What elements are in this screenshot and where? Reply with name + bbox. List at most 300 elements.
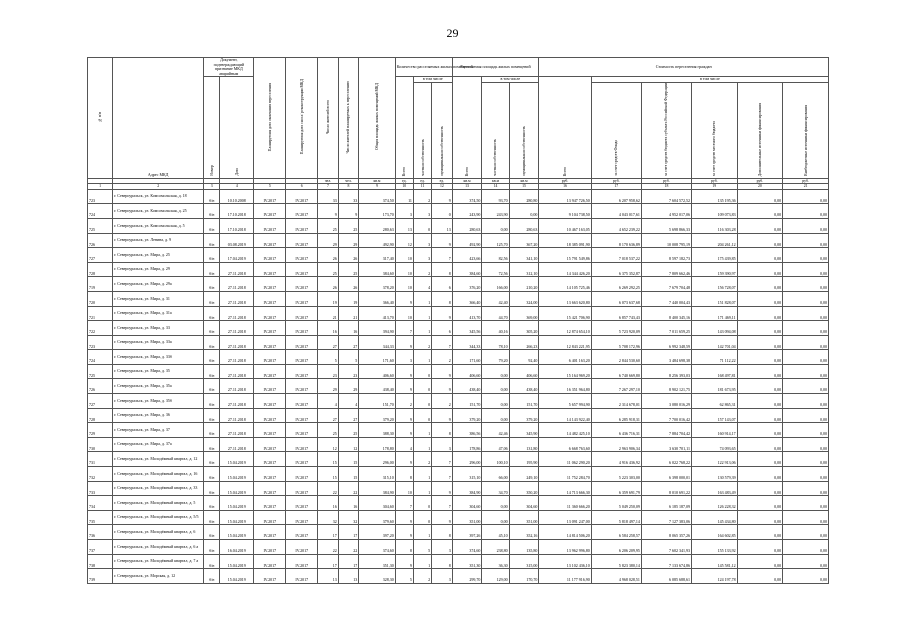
cell-end1: IV.2017: [254, 481, 286, 496]
cell-addr: г. Североуральск, ул. Молодёжный квартал, д. 33: [113, 481, 204, 496]
cell-r2: 2: [413, 335, 431, 350]
cell-p2: 15: [338, 452, 359, 467]
cell-c1: 14 713 666,30: [539, 481, 591, 496]
cell-c4: 181 673,95: [692, 379, 738, 394]
cell-a1: 397,26: [452, 525, 482, 540]
cell-n: 724: [88, 350, 113, 365]
table-row: [88, 306, 829, 321]
cell-n: 725: [88, 218, 113, 233]
cell-a1: 376,20: [452, 277, 482, 292]
cell-p2: 26: [338, 277, 359, 292]
header-doc-date: Дата: [220, 77, 254, 178]
cell-a2: 47,06: [482, 437, 509, 452]
cell-p2: 13: [338, 569, 359, 584]
cell-r2: 1: [413, 467, 431, 482]
cell-c4: 109 073,83: [692, 204, 738, 219]
cell-r2: 1: [413, 306, 431, 321]
cell-date: 15.04.2019: [220, 467, 254, 482]
cell-c3: 6 398 000,01: [641, 467, 691, 482]
cell-c6: 0,00: [783, 569, 829, 584]
cell-area: 374,60: [359, 540, 395, 555]
cell-addr: г. Североуральск, ул. Мира, д. 31: [113, 291, 204, 306]
cell-r3: 6: [432, 321, 453, 336]
cell-end2: IV.2017: [286, 306, 318, 321]
cell-num: б/н: [204, 423, 220, 438]
cell-date: 15.04.2019: [220, 510, 254, 525]
cell-end2: IV.2017: [286, 496, 318, 511]
cell-c4: 124 197,78: [692, 569, 738, 584]
cell-end2: IV.2017: [286, 554, 318, 569]
cell-a1: 413,70: [452, 306, 482, 321]
cell-c6: 0,00: [783, 306, 829, 321]
cell-addr: г. Североуральск, ул. Молодёжный квартал, д. 6 а: [113, 540, 204, 555]
header-rooms-total: Всего: [395, 77, 413, 178]
table-row: [88, 525, 829, 540]
cell-c1: 18 385 091,90: [539, 233, 591, 248]
cell-area: 438,40: [359, 379, 395, 394]
cell-addr: г. Североуральск, ул. Комсомольская, д. 5: [113, 218, 204, 233]
cell-r3: 9: [432, 189, 453, 204]
cell-r3: 9: [432, 379, 453, 394]
cell-a2: 243,90: [482, 204, 509, 219]
table-row: [88, 408, 829, 423]
cell-c3: 7 133 674,86: [641, 554, 691, 569]
cell-c1: 11 062 290,20: [539, 452, 591, 467]
cell-c1: 11 177 916,90: [539, 569, 591, 584]
cell-end1: IV.2017: [254, 467, 286, 482]
cell-c5: 0,00: [737, 306, 783, 321]
cell-a1: 366,40: [452, 291, 482, 306]
cell-date: 27.11.2018: [220, 335, 254, 350]
cell-r2: 1: [413, 350, 431, 365]
cell-num: б/н: [204, 189, 220, 204]
cell-addr: г. Североуральск, ул. Мира, д. 33а: [113, 335, 204, 350]
cell-num: б/н: [204, 218, 220, 233]
table-row: [88, 277, 829, 292]
cell-c2: 6 207 958,62: [591, 189, 641, 204]
cell-c3: 7 884 704,42: [641, 423, 691, 438]
table-row: [88, 423, 829, 438]
cell-p1: 26: [318, 248, 339, 263]
cell-r3: 9: [432, 510, 453, 525]
cell-c1: 13 962 996,80: [539, 540, 591, 555]
cell-end2: IV.2017: [286, 467, 318, 482]
cell-c3: 7 700 016,42: [641, 408, 691, 423]
cell-c5: 0,00: [737, 569, 783, 584]
cell-c1: 15 791 549,86: [539, 248, 591, 263]
cell-c5: 0,00: [737, 496, 783, 511]
cell-c4: 71 112,22: [692, 350, 738, 365]
cell-a1: 296,00: [452, 452, 482, 467]
cell-c5: 0,00: [737, 437, 783, 452]
cell-c4: 160 914,17: [692, 423, 738, 438]
cell-a1: 151,70: [452, 394, 482, 409]
cell-a1: 351,00: [452, 510, 482, 525]
table-row: [88, 291, 829, 306]
cell-c6: 0,00: [783, 262, 829, 277]
cell-date: 27.11.2018: [220, 364, 254, 379]
cell-c1: 13 091 247,00: [539, 510, 591, 525]
cell-r2: 5: [413, 540, 431, 555]
cell-c3: 7 127 383,06: [641, 510, 691, 525]
cell-n: 720: [88, 291, 113, 306]
cell-end1: IV.2017: [254, 554, 286, 569]
cell-end2: IV.2017: [286, 262, 318, 277]
cell-r3: 3: [432, 437, 453, 452]
cell-c4: 157 143,07: [692, 408, 738, 423]
cell-a3: 280,63: [509, 218, 539, 233]
cell-c4: 62 865,31: [692, 394, 738, 409]
cell-c1: 15 164 969,20: [539, 364, 591, 379]
cell-c5: 0,00: [737, 379, 783, 394]
cell-c5: 0,00: [737, 452, 783, 467]
header-rooms-in-that-num: в том числе: [413, 77, 452, 83]
cell-c2: 6 285 918,31: [591, 408, 641, 423]
cell-date: 27.11.2018: [220, 379, 254, 394]
header-planned-end-demolition: Планируемая дата сноса/ реконструкции МКД: [286, 58, 318, 179]
cell-a2: 79,20: [482, 350, 509, 365]
cell-n: 722: [88, 321, 113, 336]
cell-c2: 5 708 172,96: [591, 335, 641, 350]
cell-c2: 6 857 743,43: [591, 306, 641, 321]
cell-area: 374,50: [359, 189, 395, 204]
cell-end1: IV.2017: [254, 335, 286, 350]
cell-addr: г. Североуральск, ул. Морская, д. 12: [113, 569, 204, 584]
table-row: [88, 569, 829, 584]
cell-a2: 44,70: [482, 306, 509, 321]
cell-p2: 29: [338, 233, 359, 248]
cell-c3: 6 022 768,22: [641, 452, 691, 467]
cell-c3: 8 902 121,75: [641, 379, 691, 394]
cell-r2: 3: [413, 233, 431, 248]
cell-a3: 406,60: [509, 364, 539, 379]
cell-c3: 10 008 795,19: [641, 233, 691, 248]
cell-p2: 25: [338, 262, 359, 277]
cell-end2: IV.2017: [286, 452, 318, 467]
cell-c4: 116 303,28: [692, 218, 738, 233]
cell-c5: 0,00: [737, 525, 783, 540]
cell-a3: 379,20: [509, 408, 539, 423]
cell-a1: 304,60: [452, 496, 482, 511]
cell-a2: 0,00: [482, 408, 509, 423]
cell-n: 719: [88, 277, 113, 292]
cell-r3: 3: [432, 569, 453, 584]
header-cost-total: Всего: [539, 77, 591, 178]
cell-c1: 16 351 964,80: [539, 379, 591, 394]
cell-p2: 21: [338, 306, 359, 321]
cell-num: б/н: [204, 467, 220, 482]
table-row: [88, 379, 829, 394]
cell-a2: 78,10: [482, 335, 509, 350]
cell-c2: 5 723 920,09: [591, 321, 641, 336]
cell-c1: 5 657 994,90: [539, 394, 591, 409]
cell-a2: 40,16: [482, 321, 509, 336]
cell-a1: 351,30: [452, 554, 482, 569]
cell-r1: 9: [395, 554, 413, 569]
cell-c6: 0,00: [783, 364, 829, 379]
cell-r3: 9: [432, 481, 453, 496]
cell-c6: 0,00: [783, 233, 829, 248]
cell-num: б/н: [204, 554, 220, 569]
cell-p1: 15: [318, 467, 339, 482]
cell-r3: 8: [432, 262, 453, 277]
cell-a1: 379,20: [452, 408, 482, 423]
cell-p2: 29: [338, 379, 359, 394]
cell-r3: 9: [432, 364, 453, 379]
cell-r1: 7: [395, 321, 413, 336]
cell-r2: 2: [413, 262, 431, 277]
cell-a3: 92,40: [509, 350, 539, 365]
cell-n: 733: [88, 481, 113, 496]
cell-p2: 33: [338, 189, 359, 204]
cell-n: 736: [88, 525, 113, 540]
cell-p1: 17: [318, 525, 339, 540]
cell-num: б/н: [204, 291, 220, 306]
cell-date: 27.11.2018: [220, 291, 254, 306]
cell-r1: 10: [395, 306, 413, 321]
table-row: [88, 189, 829, 204]
table-row: [88, 467, 829, 482]
table-row: [88, 452, 829, 467]
cell-end2: IV.2017: [286, 291, 318, 306]
cell-p1: 12: [318, 437, 339, 452]
cell-p1: 33: [318, 189, 339, 204]
cell-c4: 122 913,06: [692, 452, 738, 467]
cell-r1: 9: [395, 408, 413, 423]
cell-c2: 5 823 380,14: [591, 554, 641, 569]
cell-date: 17.10.2018: [220, 218, 254, 233]
cell-c5: 0,00: [737, 218, 783, 233]
cell-r2: 1: [413, 525, 431, 540]
cell-p1: 32: [318, 510, 339, 525]
cell-c6: 0,00: [783, 525, 829, 540]
cell-p2: 16: [338, 321, 359, 336]
cell-addr: г. Североуральск, ул. Молодёжный квартал, д. 6: [113, 525, 204, 540]
table-row: [88, 233, 829, 248]
cell-p1: 17: [318, 554, 339, 569]
cell-date: 27.11.2018: [220, 350, 254, 365]
cell-date: 27.11.2018: [220, 262, 254, 277]
cell-r1: 3: [395, 204, 413, 219]
cell-c5: 0,00: [737, 394, 783, 409]
cell-r2: 2: [413, 452, 431, 467]
cell-end1: IV.2017: [254, 291, 286, 306]
cell-p1: 21: [318, 306, 339, 321]
cell-a3: 369,00: [509, 306, 539, 321]
cell-c2: 8 170 636,89: [591, 233, 641, 248]
cell-c1: 14 482 425,10: [539, 423, 591, 438]
cell-date: 15.04.2019: [220, 554, 254, 569]
cell-c6: 0,00: [783, 510, 829, 525]
cell-c6: 0,00: [783, 335, 829, 350]
cell-r2: 0: [413, 218, 431, 233]
cell-c6: 0,00: [783, 437, 829, 452]
cell-c6: 0,00: [783, 248, 829, 263]
header-doc-number: Номер: [204, 77, 220, 178]
header-area-total: Всего: [452, 77, 482, 178]
cell-a1: 344,33: [452, 335, 482, 350]
cell-end2: IV.2017: [286, 379, 318, 394]
cell-c2: 4 968 028,51: [591, 569, 641, 584]
cell-end2: IV.2017: [286, 423, 318, 438]
cell-end2: IV.2017: [286, 437, 318, 452]
cell-r3: 8: [432, 291, 453, 306]
cell-a1: 345,56: [452, 321, 482, 336]
cell-p2: 12: [338, 437, 359, 452]
cell-a2: 82,56: [482, 248, 509, 263]
header-cost-local: за счет средств местного бюджета: [692, 82, 738, 178]
cell-c6: 0,00: [783, 467, 829, 482]
cell-c3: 7 809 662,46: [641, 262, 691, 277]
cell-p2: 9: [338, 204, 359, 219]
cell-c1: 13 947 726,50: [539, 189, 591, 204]
cell-end1: IV.2017: [254, 277, 286, 292]
cell-c5: 0,00: [737, 540, 783, 555]
cell-p2: 17: [338, 525, 359, 540]
cell-p2: 17: [338, 554, 359, 569]
cell-r1: 12: [395, 233, 413, 248]
cell-r3: 8: [432, 525, 453, 540]
cell-a3: 315,00: [509, 554, 539, 569]
header-cost-extra2: Внебюджетные источники финансирования: [783, 82, 829, 178]
cell-end1: IV.2017: [254, 218, 286, 233]
cell-c2: 6 436 716,31: [591, 423, 641, 438]
cell-c6: 0,00: [783, 204, 829, 219]
cell-end1: IV.2017: [254, 496, 286, 511]
cell-end2: IV.2017: [286, 277, 318, 292]
cell-n: 727: [88, 248, 113, 263]
cell-r1: 9: [395, 452, 413, 467]
cell-a3: 210,20: [509, 277, 539, 292]
cell-r3: 2: [432, 350, 453, 365]
cell-area: 315,10: [359, 467, 395, 482]
cell-c4: 168 497,81: [692, 364, 738, 379]
cell-a1: 423,66: [452, 248, 482, 263]
header-rooms-private: частная собственность: [413, 82, 431, 178]
cell-addr: г. Североуральск, ул. Мира, д. 31а: [113, 306, 204, 321]
cell-c6: 0,00: [783, 291, 829, 306]
cell-addr: г. Североуральск, ул. Комсомольская, д. 18: [113, 189, 204, 204]
cell-c2: 4 916 436,92: [591, 452, 641, 467]
cell-c1: 14 344 426,20: [539, 262, 591, 277]
cell-area: 379,60: [359, 510, 395, 525]
table-row: [88, 510, 829, 525]
cell-a3: 304,60: [509, 496, 539, 511]
cell-p1: 15: [318, 452, 339, 467]
cell-a2: 0,00: [482, 394, 509, 409]
cell-n: 723: [88, 335, 113, 350]
cell-c5: 0,00: [737, 189, 783, 204]
cell-c5: 0,00: [737, 204, 783, 219]
cell-end2: IV.2017: [286, 525, 318, 540]
cell-r3: 3: [432, 540, 453, 555]
cell-a1: 384,60: [452, 262, 482, 277]
cell-area: 384,60: [359, 262, 395, 277]
cell-c6: 0,00: [783, 394, 829, 409]
cell-addr: г. Североуральск, ул. Мира, д. 33: [113, 321, 204, 336]
cell-addr: г. Североуральск, ул. Мира, д. 29: [113, 262, 204, 277]
cell-p2: 19: [338, 291, 359, 306]
cell-num: б/н: [204, 321, 220, 336]
cell-r3: 7: [432, 335, 453, 350]
cell-a1: 315,10: [452, 467, 482, 482]
cell-end2: IV.2017: [286, 350, 318, 365]
cell-end1: IV.2017: [254, 569, 286, 584]
cell-date: 27.11.2018: [220, 321, 254, 336]
cell-c3: 7 440 004,43: [641, 291, 691, 306]
cell-c2: 5 049 250,09: [591, 496, 641, 511]
cell-r2: 1: [413, 554, 431, 569]
cell-c3: 7 679 704,48: [641, 277, 691, 292]
table-row: [88, 262, 829, 277]
cell-r2: 0: [413, 408, 431, 423]
cell-p1: 25: [318, 423, 339, 438]
cell-a3: 367,20: [509, 233, 539, 248]
cell-end1: IV.2017: [254, 437, 286, 452]
cell-date: 27.11.2018: [220, 277, 254, 292]
cell-c5: 0,00: [737, 364, 783, 379]
cell-addr: г. Североуральск, ул. Молодёжный квартал, д. 16: [113, 467, 204, 482]
cell-addr: г. Североуральск, ул. Комсомольская, д. 25: [113, 204, 204, 219]
cell-a3: 151,70: [509, 394, 539, 409]
cell-c1: 10 467 163,05: [539, 218, 591, 233]
cell-n: 738: [88, 554, 113, 569]
cell-a1: 406,60: [452, 364, 482, 379]
cell-num: б/н: [204, 437, 220, 452]
table-row: [88, 554, 829, 569]
cell-a3: 266,23: [509, 335, 539, 350]
cell-n: 721: [88, 306, 113, 321]
cell-area: 173,70: [359, 204, 395, 219]
table-row: [88, 248, 829, 263]
cell-addr: г. Североуральск, ул. Молодёжный квартал, д. 5/5: [113, 510, 204, 525]
cell-num: б/н: [204, 481, 220, 496]
cell-area: 328,30: [359, 569, 395, 584]
cell-r1: 5: [395, 569, 413, 584]
cell-a1: 171,60: [452, 350, 482, 365]
cell-n: 730: [88, 437, 113, 452]
cell-c4: 143 094,08: [692, 321, 738, 336]
cell-addr: г. Североуральск, ул. Мира, д. 35: [113, 364, 204, 379]
table-body: [88, 189, 829, 583]
table-row: [88, 218, 829, 233]
cell-c2: 5 818 497,14: [591, 510, 641, 525]
cell-c6: 0,00: [783, 350, 829, 365]
cell-c1: 9 104 738,50: [539, 204, 591, 219]
cell-c1: 13 663 620,80: [539, 291, 591, 306]
header-cost-fund: за счет средств Фонда: [591, 82, 641, 178]
cell-p1: 13: [318, 569, 339, 584]
cell-r1: 9: [395, 335, 413, 350]
cell-c1: 6 668 763,60: [539, 437, 591, 452]
cell-addr: г. Североуральск, ул. Мира, д. 25: [113, 248, 204, 263]
cell-p1: 29: [318, 379, 339, 394]
cell-c2: 6 584 258,57: [591, 525, 641, 540]
cell-r1: 9: [395, 291, 413, 306]
cell-date: 27.11.2018: [220, 394, 254, 409]
cell-a2: 166,00: [482, 277, 509, 292]
header-cost-in-that-num: в том числе: [591, 77, 828, 83]
cell-date: 15.04.2019: [220, 525, 254, 540]
cell-c3: 8 065 357,26: [641, 525, 691, 540]
cell-p2: 26: [338, 248, 359, 263]
cell-c6: 0,00: [783, 189, 829, 204]
cell-c3: 8 597 182,73: [641, 248, 691, 263]
cell-area: 394,90: [359, 321, 395, 336]
cell-area: 492,90: [359, 233, 395, 248]
cell-end1: IV.2017: [254, 452, 286, 467]
cell-num: б/н: [204, 233, 220, 248]
